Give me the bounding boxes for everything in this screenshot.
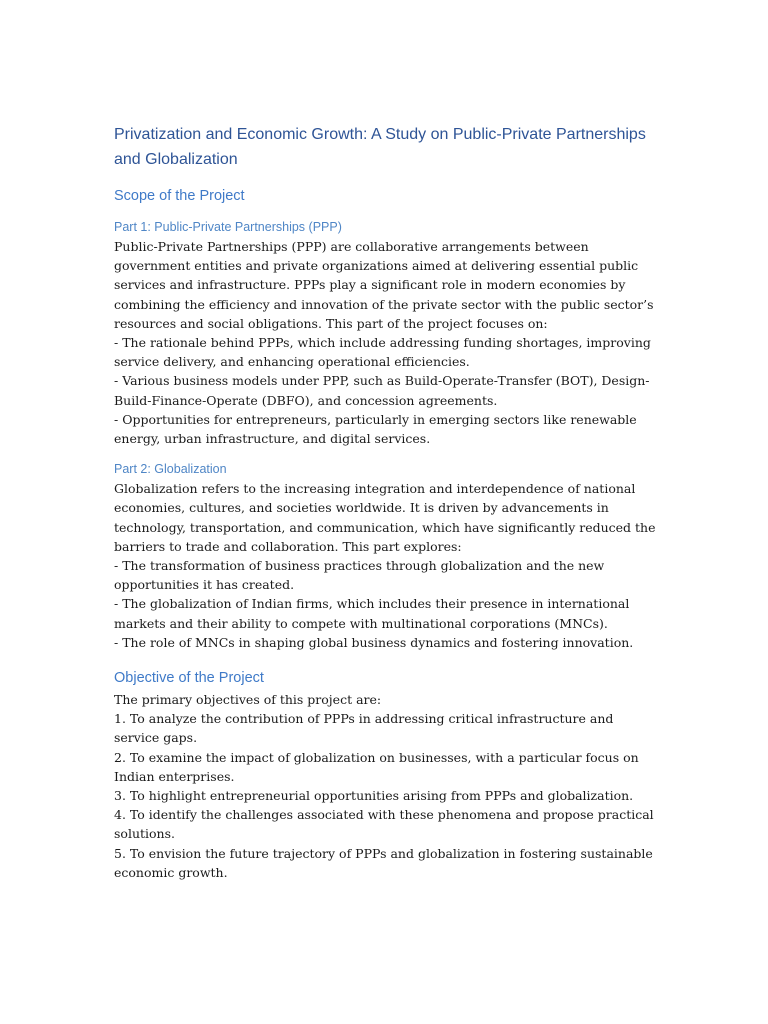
document-title: Privatization and Economic Growth: A Study on Public-Private Partnerships and Globalization (114, 126, 646, 168)
part1-intro: Public-Private Partnerships (PPP) are collaborative arrangements between government entities and private organizations aimed at delivering essential public services and infrastructure. PPPs play a significant role in modern economies by combining the efficiency and innovation of the private sector with the public sector’s resources and social obligations. This part of the project focuses on: (114, 239, 654, 331)
part2-intro: Globalization refers to the increasing integration and interdependence of national economies, cultures, and societies worldwide. It is driven by advancements in technology, transportation, and communication, which have significantly reduced the barriers to trade and collaboration. This part explores: (114, 481, 656, 554)
objective-heading: Objective of the Project (114, 670, 264, 687)
objective-item: 2. To examine the impact of globalization on businesses, with a particular focus on Indian enterprises. (114, 749, 639, 784)
part2-bullet: - The globalization of Indian firms, which includes their presence in international markets and their ability to compete with multinational corporations (MNCs). (114, 596, 630, 631)
part2-body (114, 479, 662, 652)
objective-item: 5. To envision the future trajectory of PPPs and globalization in fostering sustainable economic growth. (114, 845, 653, 880)
part1-bullet: - The rationale behind PPPs, which include addressing funding shortages, improving service delivery, and enhancing operational efficiencies. (114, 335, 651, 370)
part1-heading: Part 1: Public-Private Partnerships (PPP) (114, 220, 342, 234)
objective-item: 4. To identify the challenges associated with these phenomena and propose practical solutions. (114, 807, 654, 842)
document-page (114, 122, 662, 882)
part2-heading: Part 2: Globalization (114, 462, 227, 477)
part1-body (114, 237, 662, 448)
scope-heading: Scope of the Project (114, 188, 245, 204)
objective-item: 1. To analyze the contribution of PPPs in addressing critical infrastructure and service gaps. (114, 711, 614, 746)
objective-item: 3. To highlight entrepreneurial opportunities arising from PPPs and globalization. (114, 788, 634, 804)
part2-bullet: - The transformation of business practices through globalization and the new opportunities it has created. (114, 558, 605, 593)
objective-intro: The primary objectives of this project are: (114, 692, 382, 708)
part1-bullet: - Various business models under PPP, such as Build-Operate-Transfer (BOT), Design-Build-Finance-Operate (DBFO), and concession agreements. (114, 373, 650, 408)
objective-body (114, 690, 662, 882)
part2-bullet: - The role of MNCs in shaping global business dynamics and fostering innovation. (114, 634, 634, 650)
part1-bullet: - Opportunities for entrepreneurs, particularly in emerging sectors like renewable energy, urban infrastructure, and digital services. (114, 411, 637, 447)
